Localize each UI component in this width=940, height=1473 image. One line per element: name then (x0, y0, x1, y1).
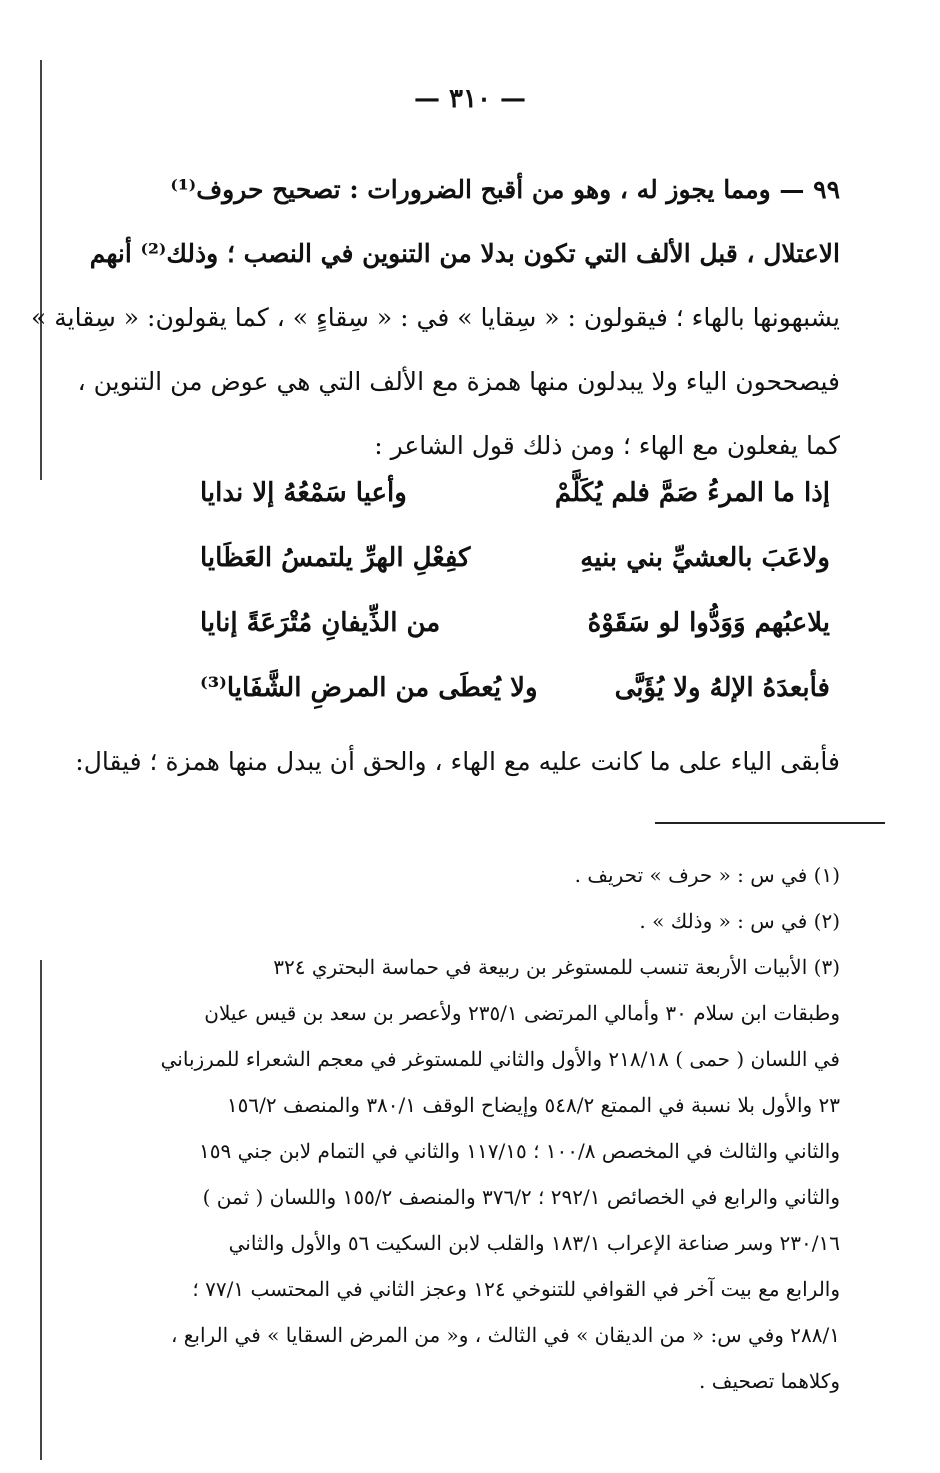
verse-first-half: إذا ما المرءُ صَمَّ فلم يُكَلَّمْ (554, 477, 830, 508)
verse-second-half: وأعيا سَمْعُهُ إلا ندايا (200, 477, 407, 508)
footnote-line: والثاني والرابع في الخصائص ٢٩٢/١ ؛ ٣٧٦/٢ والمنصف ١٥٥/٢ واللسان ( ثمن ) (202, 1185, 840, 1209)
footnote-line: والثاني والثالث في المخصص ١٠٠/٨ ؛ ١١٧/١٥ والثاني في التمام لابن جني ١٥٩ (198, 1139, 840, 1163)
footnote-line: ٢٨٨/١ وفي س: « من الديقان » في الثالث ، و« من المرض السقايا » في الرابع ، (170, 1323, 840, 1347)
verse-first-half: فأبعدَهُ الإلهُ ولا يُؤَبَّى (614, 672, 830, 703)
footnote-line: في اللسان ( حمى ) ٢١٨/١٨ والأول والثاني للمستوغر في معجم الشعراء للمرزباني (160, 1047, 840, 1071)
verse-second-half: من الذِّيفانِ مُتْرَعَةً إنايا (200, 607, 441, 638)
paragraph-line: كما يفعلون مع الهاء ؛ ومن ذلك قول الشاعر : (374, 431, 840, 460)
verse-second-half: كفِعْلِ الهرِّ يلتمسُ العَظَايا (200, 542, 471, 573)
poem-verse (200, 590, 830, 655)
footnote-line: (٣) الأبيات الأربعة تنسب للمستوغر بن ربيعة في حماسة البحتري ٣٢٤ (273, 955, 840, 979)
footnote-line: ٢٣٠/١٦ وسر صناعة الإعراب ١٨٣/١ والقلب لابن السكيت ٥٦ والأول والثاني (228, 1231, 840, 1255)
verse-first-half: ولاعَبَ بالعشيِّ بني بنيهِ (580, 542, 830, 573)
footnote-line: وكلاهما تصحيف . (699, 1369, 840, 1393)
footnote-line: (١) في س : « حرف » تحريف . (574, 863, 840, 887)
paragraph-line: يشبهونها بالهاء ؛ فيقولون : « سِقايا » في : « سِقاءٍ » ، كما يقولون: « سِقاية » (31, 303, 840, 332)
verse-first-half: يلاعبُهم وَوَدُّوا لو سَقَوْهُ (587, 607, 830, 638)
poem (200, 460, 830, 720)
footnotes (160, 852, 840, 1404)
verse-second-half: ولا يُعطَى من المرضِ الشَّفَايا⁽³⁾ (200, 672, 538, 703)
paragraph-line: فيصححون الياء ولا يبدلون منها همزة مع الألف التي هي عوض من التنوين ، (77, 367, 840, 396)
footnote-line: وطبقات ابن سلام ٣٠ وأمالي المرتضى ٢٣٥/١ ولأعصر بن سعد بن قيس عيلان (204, 1001, 840, 1025)
footnote-line: والرابع مع بيت آخر في القوافي للتنوخي ١٢٤ وعجز الثاني في المحتسب ٧٧/١ ؛ (192, 1277, 840, 1301)
poem-verse (200, 655, 830, 720)
paragraph-line: ٩٩ — ومما يجوز له ، وهو من أقبح الضرورات : تصحيح حروف⁽¹⁾ (170, 175, 840, 204)
margin-line-top (40, 60, 42, 480)
paragraph-line: الاعتلال ، قبل الألف التي تكون بدلا من التنوين في النصب ؛ وذلك⁽²⁾ أنهم (89, 239, 840, 268)
footnote-line: (٢) في س : « وذلك » . (639, 909, 840, 933)
page-number: — ٣١٠ — (413, 84, 527, 114)
footnote-separator (655, 822, 885, 824)
margin-line-bottom (40, 960, 42, 1460)
main-paragraph (31, 158, 840, 478)
footnote-line: ٢٣ والأول بلا نسبة في الممتع ٥٤٨/٢ وإيضاح الوقف ٣٨٠/١ والمنصف ١٥٦/٢ (226, 1093, 840, 1117)
after-poem-line: فأبقى الياء على ما كانت عليه مع الهاء ، والحق أن يبدل منها همزة ؛ فيقال: (75, 747, 840, 776)
poem-verse (200, 460, 830, 525)
poem-verse (200, 525, 830, 590)
